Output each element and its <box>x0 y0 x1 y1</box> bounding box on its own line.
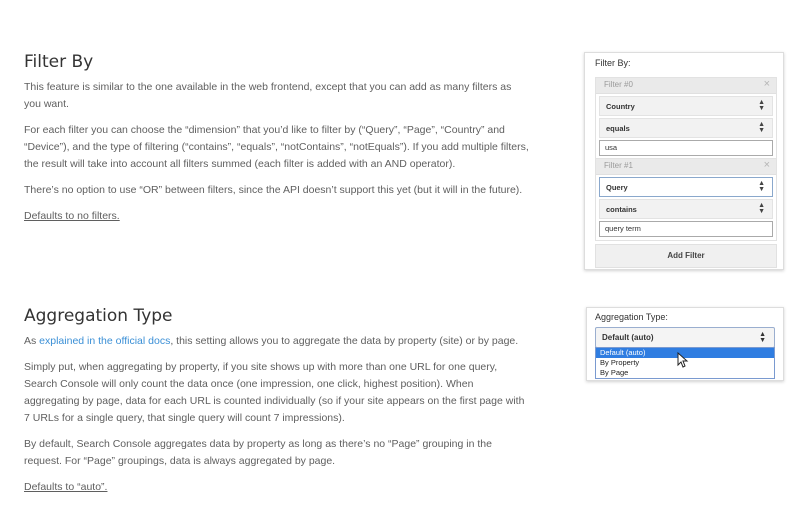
filter-by-heading: Filter By <box>24 52 94 72</box>
aggregation-type-select[interactable] <box>595 327 775 348</box>
filter-1-operator-select[interactable] <box>599 199 773 219</box>
filter-1-dimension-select[interactable] <box>599 177 773 197</box>
filter-0-operator-select[interactable] <box>599 118 773 138</box>
filter-panel-title: Filter By: <box>595 58 631 68</box>
filter-0 <box>595 77 777 160</box>
aggregation-panel <box>586 307 784 381</box>
filter-0-operator-value: equals <box>606 124 630 133</box>
select-arrows-icon: ▲ ▼ <box>758 99 765 112</box>
filter-by-intro: This feature is similar to the one available in the web frontend, except that you can add as many filters as you want. <box>24 81 512 110</box>
aggregation-option-property[interactable]: By Property <box>600 358 640 367</box>
select-arrows-icon: ▲ ▼ <box>758 180 765 193</box>
filter-1-expression-value: query term <box>605 224 641 233</box>
filter-1-header <box>596 159 776 175</box>
filter-by-section <box>24 52 530 225</box>
filter-0-header <box>596 78 776 94</box>
filter-by-dimensions-text: For each filter you can choose the “dimension” that you’d like to filter by (“Query”, “Page”, “Country” and “Device”), and the type of filtering (“contains”, “equals”, “notContains”, “notEquals”). If you add multiple filters, the result will take into account all filters summed (each filter is added with an AND operator). <box>24 124 529 170</box>
aggregation-option-page[interactable]: By Page <box>600 368 629 377</box>
aggregation-default-behavior: By default, Search Console aggregates data by property as long as there’s no “Page” grouping in the request. For “Page” groupings, data is always aggregated by page. <box>24 438 492 467</box>
filter-by-or-note: There’s no option to use “OR” between filters, since the API doesn’t support this yet (but it will in the future). <box>24 184 523 196</box>
aggregation-intro-suffix: , this setting allows you to aggregate the data by property (site) or by page. <box>170 335 519 347</box>
filter-0-label: Filter #0 <box>604 80 633 89</box>
aggregation-intro-prefix: As <box>24 335 40 347</box>
filter-1-dimension-value: Query <box>606 183 628 192</box>
filter-0-expression-value: usa <box>605 143 618 152</box>
add-filter-button[interactable]: Add Filter <box>595 244 777 268</box>
filter-by-default: Defaults to no filters. <box>24 210 120 222</box>
aggregation-default: Defaults to “auto”. <box>24 481 108 493</box>
filter-0-expression-input[interactable] <box>599 140 773 156</box>
filter-1 <box>595 158 777 241</box>
filter-1-expression-input[interactable] <box>599 221 773 237</box>
close-icon[interactable]: × <box>763 159 770 171</box>
select-arrows-icon: ▲ ▼ <box>758 121 765 134</box>
aggregation-explanation: Simply put, when aggregating by property, if you site shows up with more than one URL for one query, Search Console will only count the data once (one impression, one click, highest position). When aggregating by page, data for each URL is counted individually (so if your site appears on the first page with 7 URLs for a single query, that single query will count 7 impressions). <box>24 361 525 424</box>
mouse-cursor-icon <box>677 352 689 368</box>
filter-0-dimension-select[interactable] <box>599 96 773 116</box>
filter-by-panel <box>584 52 784 270</box>
filter-1-operator-value: contains <box>606 205 637 214</box>
select-arrows-icon: ▲ ▼ <box>759 331 766 344</box>
aggregation-panel-title: Aggregation Type: <box>595 312 668 322</box>
select-arrows-icon: ▲ ▼ <box>758 202 765 215</box>
filter-0-dimension-value: Country <box>606 102 635 111</box>
close-icon[interactable]: × <box>763 78 770 90</box>
official-docs-link[interactable]: explained in the official docs <box>39 335 171 347</box>
aggregation-selected-value: Default (auto) <box>602 333 654 342</box>
filter-1-label: Filter #1 <box>604 161 633 170</box>
aggregation-intro <box>24 333 530 350</box>
aggregation-heading: Aggregation Type <box>24 306 173 326</box>
aggregation-option-auto[interactable]: Default (auto) <box>596 348 774 358</box>
aggregation-section <box>24 306 530 496</box>
